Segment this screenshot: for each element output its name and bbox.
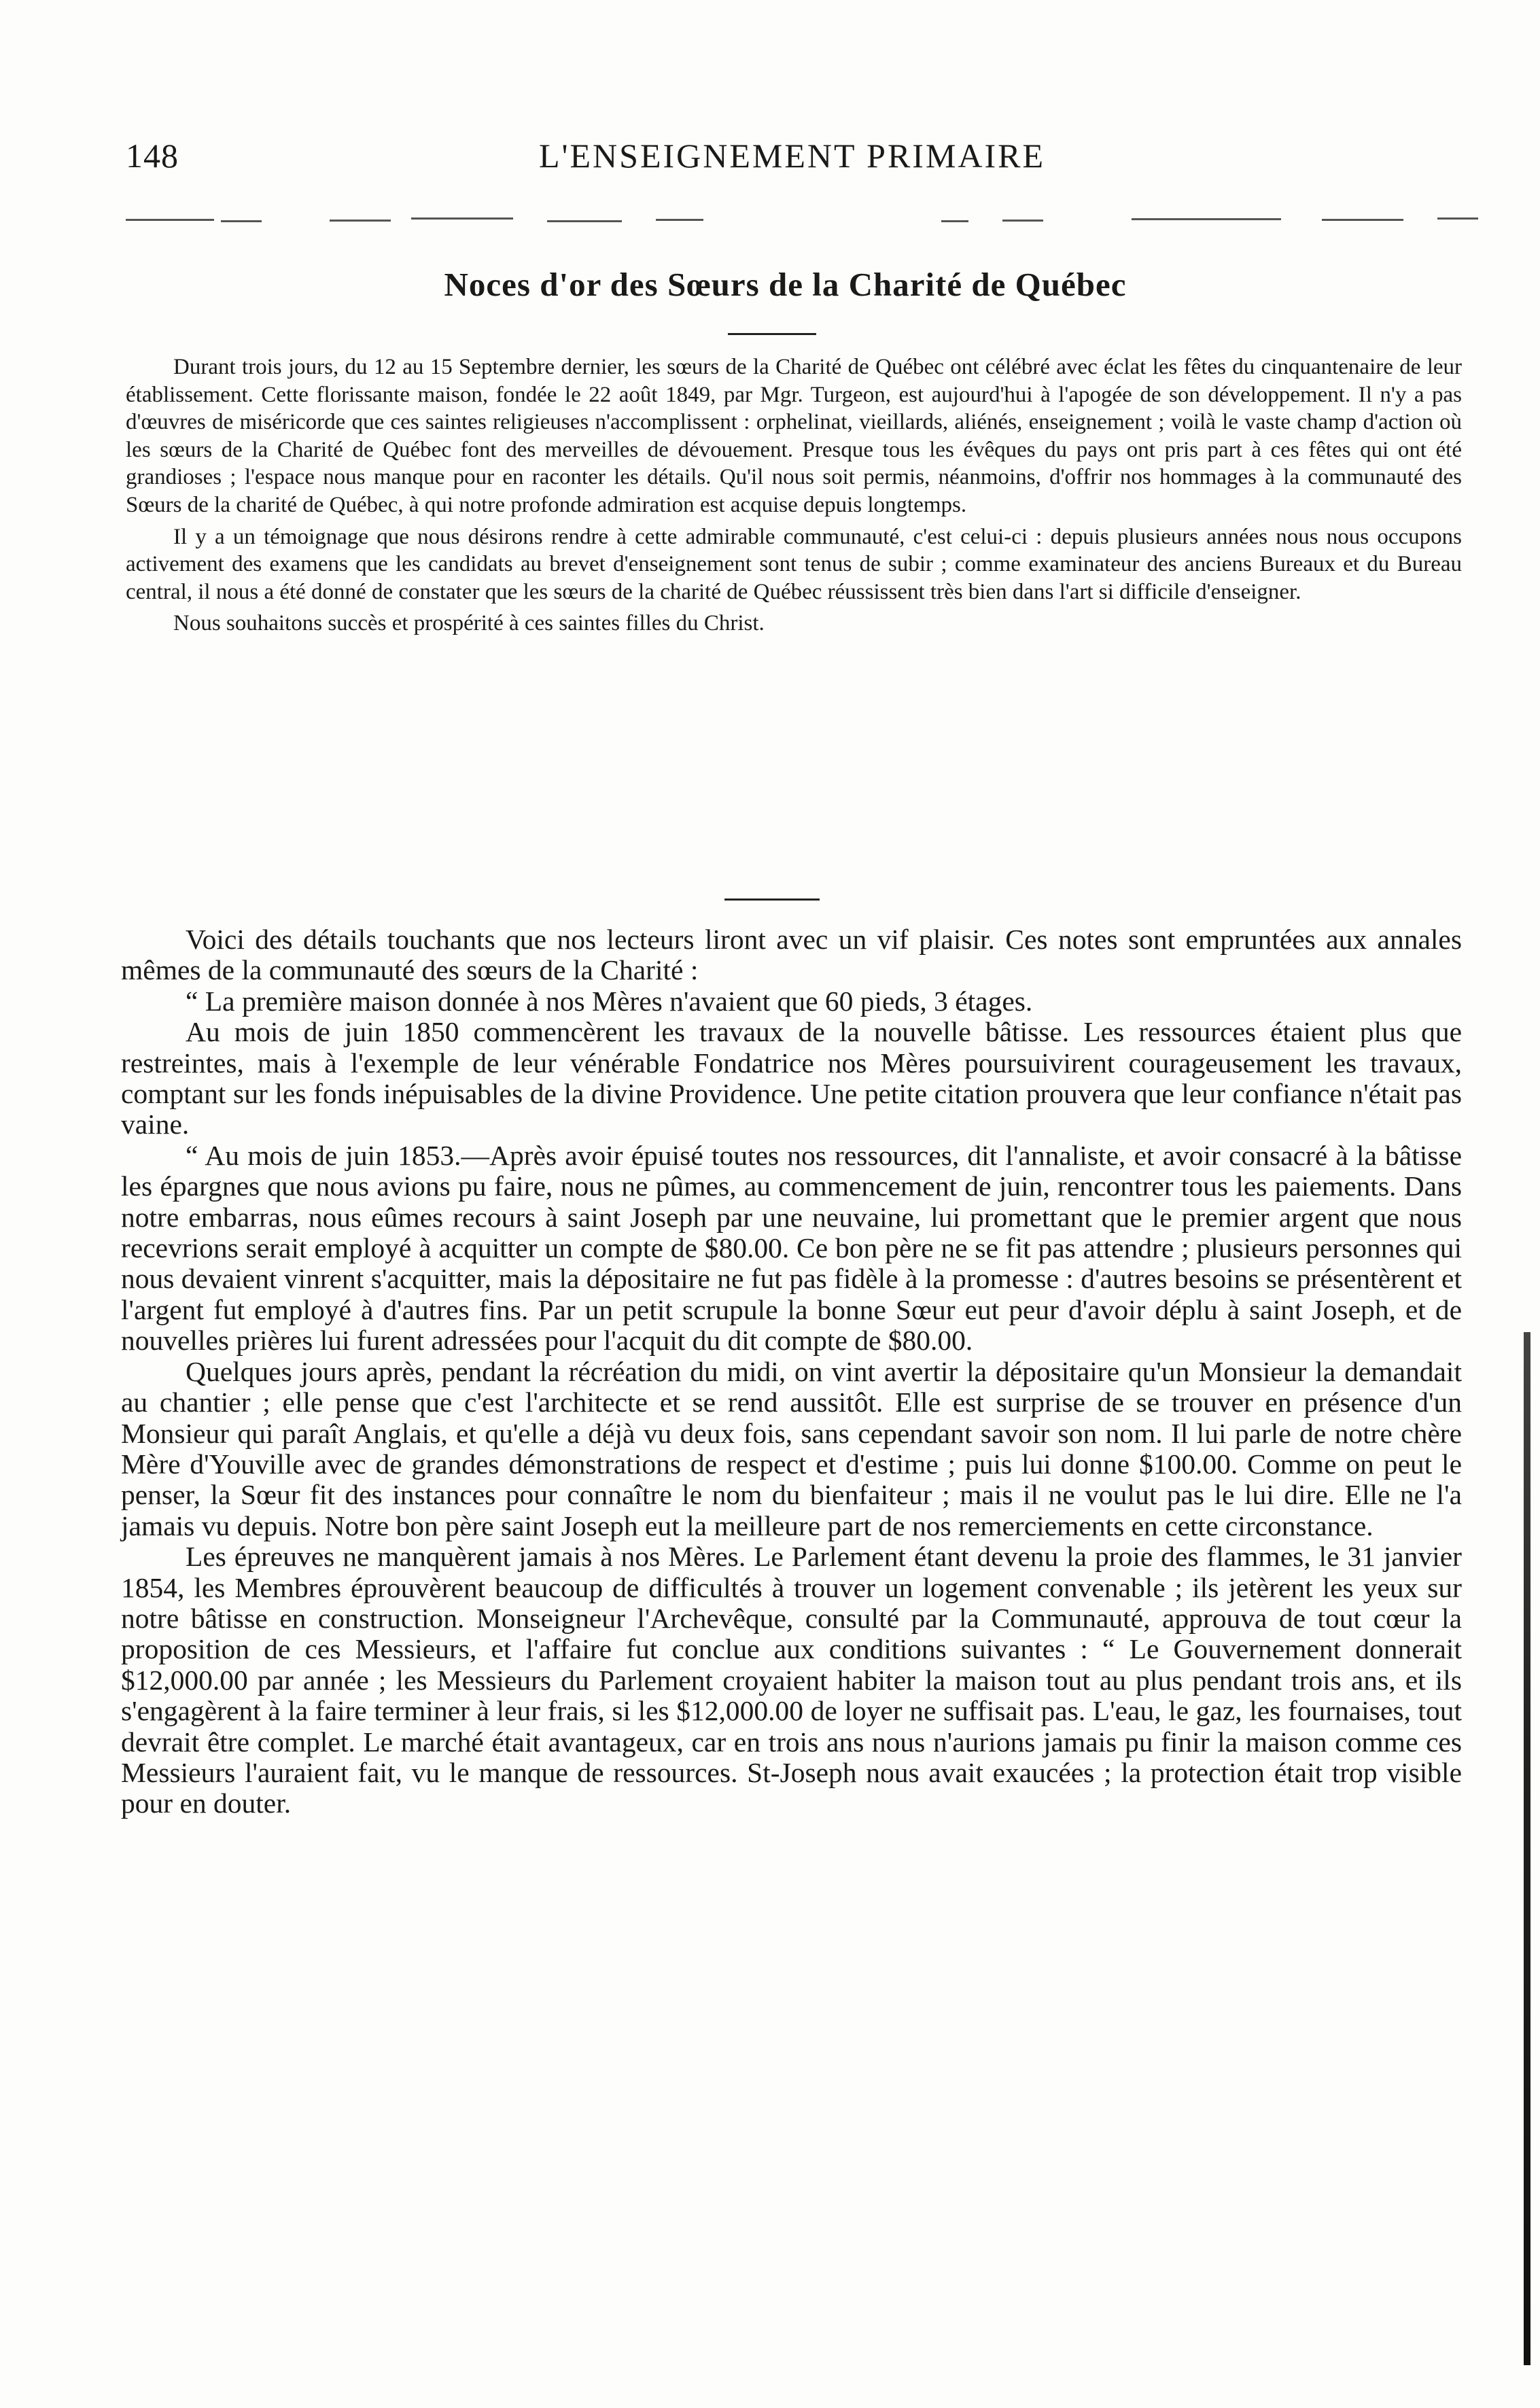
decorative-dashed-rule [126, 216, 1445, 226]
body-paragraph: “ Au mois de juin 1853.—Après avoir épuisé toutes nos ressources, dit l'annaliste, et avoir consacré à la bâtisse les épargnes que nous avions pu faire, nous ne pûmes, au commencement de juin, rencontrer tous les paiements. Dans notre embarras, nous eûmes recours à saint Joseph par une neuvaine, lui promettant que le premier argent que nous recevrions serait employé à acquitter un compte de $80.00. Ce bon père ne se fit pas attendre ; plusieurs personnes qui nous devaient vinrent s'acquitter, mais la dépositaire ne fut pas fidèle à la promesse : d'autres besoins se présentèrent et l'argent fut employé à d'autres fins. Par un petit scrupule la bonne Sœur eut peur d'avoir déplu à saint Joseph, et de nouvelles prières lui furent adressées pour l'acquit du dit compte de $80.00. [121, 1139, 1462, 1357]
body-text [121, 924, 1462, 1819]
body-paragraph: “ La première maison donnée à nos Mères n'avaient que 60 pieds, 3 étages. [186, 985, 1033, 1017]
notice-paragraph: Il y a un témoignage que nous désirons rendre à cette admirable communauté, c'est celui-ci : depuis plusieurs années nous nous occupons activement des examens que les candidats au brevet d'enseignement sont tenus de subir ; comme examinateur des anciens Bureaux et du Bureau central, il nous a été donné de constater que les sœurs de la charité de Québec réussissent très bien dans l'art si difficile d'enseigner. [126, 524, 1462, 604]
notice-paragraph: Nous souhaitons succès et prospérité à ces saintes filles du Christ. [173, 611, 765, 636]
body-paragraph: Voici des détails touchants que nos lecteurs liront avec un vif plaisir. Ces notes sont empruntées aux annales mêmes de la communauté des sœurs de la Charité : [121, 924, 1462, 986]
body-paragraph: Au mois de juin 1850 commencèrent les travaux de la nouvelle bâtisse. Les ressources étaient plus que restreintes, mais à l'exemple de leur vénérable Fondatrice nos Mères poursuivirent courageusement les travaux, comptant sur les fonds inépuisables de la divine Providence. Une petite citation prouvera que leur confiance n'était pas vaine. [121, 1016, 1462, 1140]
running-head [126, 136, 1458, 184]
article-title: Noces d'or des Sœurs de la Charité de Québec [444, 266, 1127, 303]
body-paragraph: Les épreuves ne manquèrent jamais à nos Mères. Le Parlement étant devenu la proie des flammes, le 31 janvier 1854, les Membres éprouvèrent beaucoup de difficultés à trouver un logement convenable ; ils jetèrent les yeux sur notre bâtisse en construction. Monseigneur l'Archevêque, consulté par la Communauté, approuva de tout cœur la proposition de ces Messieurs, et l'affaire fut conclue aux conditions suivantes : “ Le Gouvernement donnerait $12,000.00 par année ; les Messieurs du Parlement croyaient habiter la maison tout au plus pendant trois ans, et ils s'engagèrent à la faire terminer à leur frais, si les $12,000.00 de loyer ne suffisait pas. L'eau, le gaz, les fournaises, tout devrait être complet. Le marché était avantageux, car en trois ans nous n'aurions jamais pu finir la maison comme ces Messieurs l'auraient fait, vu le manque de ressources. St-Joseph nous avait exaucées ; la protection était trop visible pour en douter. [121, 1541, 1462, 1819]
section-rule [724, 898, 820, 901]
page-edge-shadow [1524, 1332, 1530, 2365]
notice-block [126, 353, 1462, 642]
notice-paragraph: Durant trois jours, du 12 au 15 Septembre dernier, les sœurs de la Charité de Québec ont célébré avec éclat les fêtes du cinquantenaire de leur établissement. Cette florissante maison, fondée le 22 août 1849, par Mgr. Turgeon, est aujourd'hui à l'apogée de son développement. Il n'y a pas d'œuvres de miséricorde que ces saintes religieuses n'accomplissent : orphelinat, vieillards, aliénés, enseignement ; voilà le vaste champ d'action où les sœurs de la Charité de Québec font des merveilles de dévouement. Presque tous les évêques du pays ont pris part à ces fêtes qui ont été grandioses ; l'espace nous manque pour en raconter les détails. Qu'il nous soit permis, néanmoins, d'offrir nos hommages à la communauté des Sœurs de la charité de Québec, à qui notre profonde admiration est acquise depuis longtemps. [126, 355, 1462, 517]
title-rule [728, 333, 816, 335]
page-number: 148 [126, 137, 179, 175]
body-paragraph: Quelques jours après, pendant la récréation du midi, on vint avertir la dépositaire qu'un Monsieur la demandait au chantier ; elle pense que c'est l'architecte et se rend aussitôt. Elle est surprise de se trouver en présence d'un Monsieur qui paraît Anglais, et qu'elle a déjà vu deux fois, sans cependant savoir son nom. Il lui parle de notre chère Mère d'Youville avec de grandes démonstrations de respect et d'estime ; puis lui donne $100.00. Comme on peut le penser, la Sœur fit des instances pour connaître le nom du bienfaiteur ; mais il ne voulut pas le lui dire. Elle ne l'a jamais vu depuis. Notre bon père saint Joseph eut la meilleure part de nos remerciements en cette circonstance. [121, 1355, 1462, 1541]
running-title: L'ENSEIGNEMENT PRIMAIRE [538, 137, 1046, 175]
